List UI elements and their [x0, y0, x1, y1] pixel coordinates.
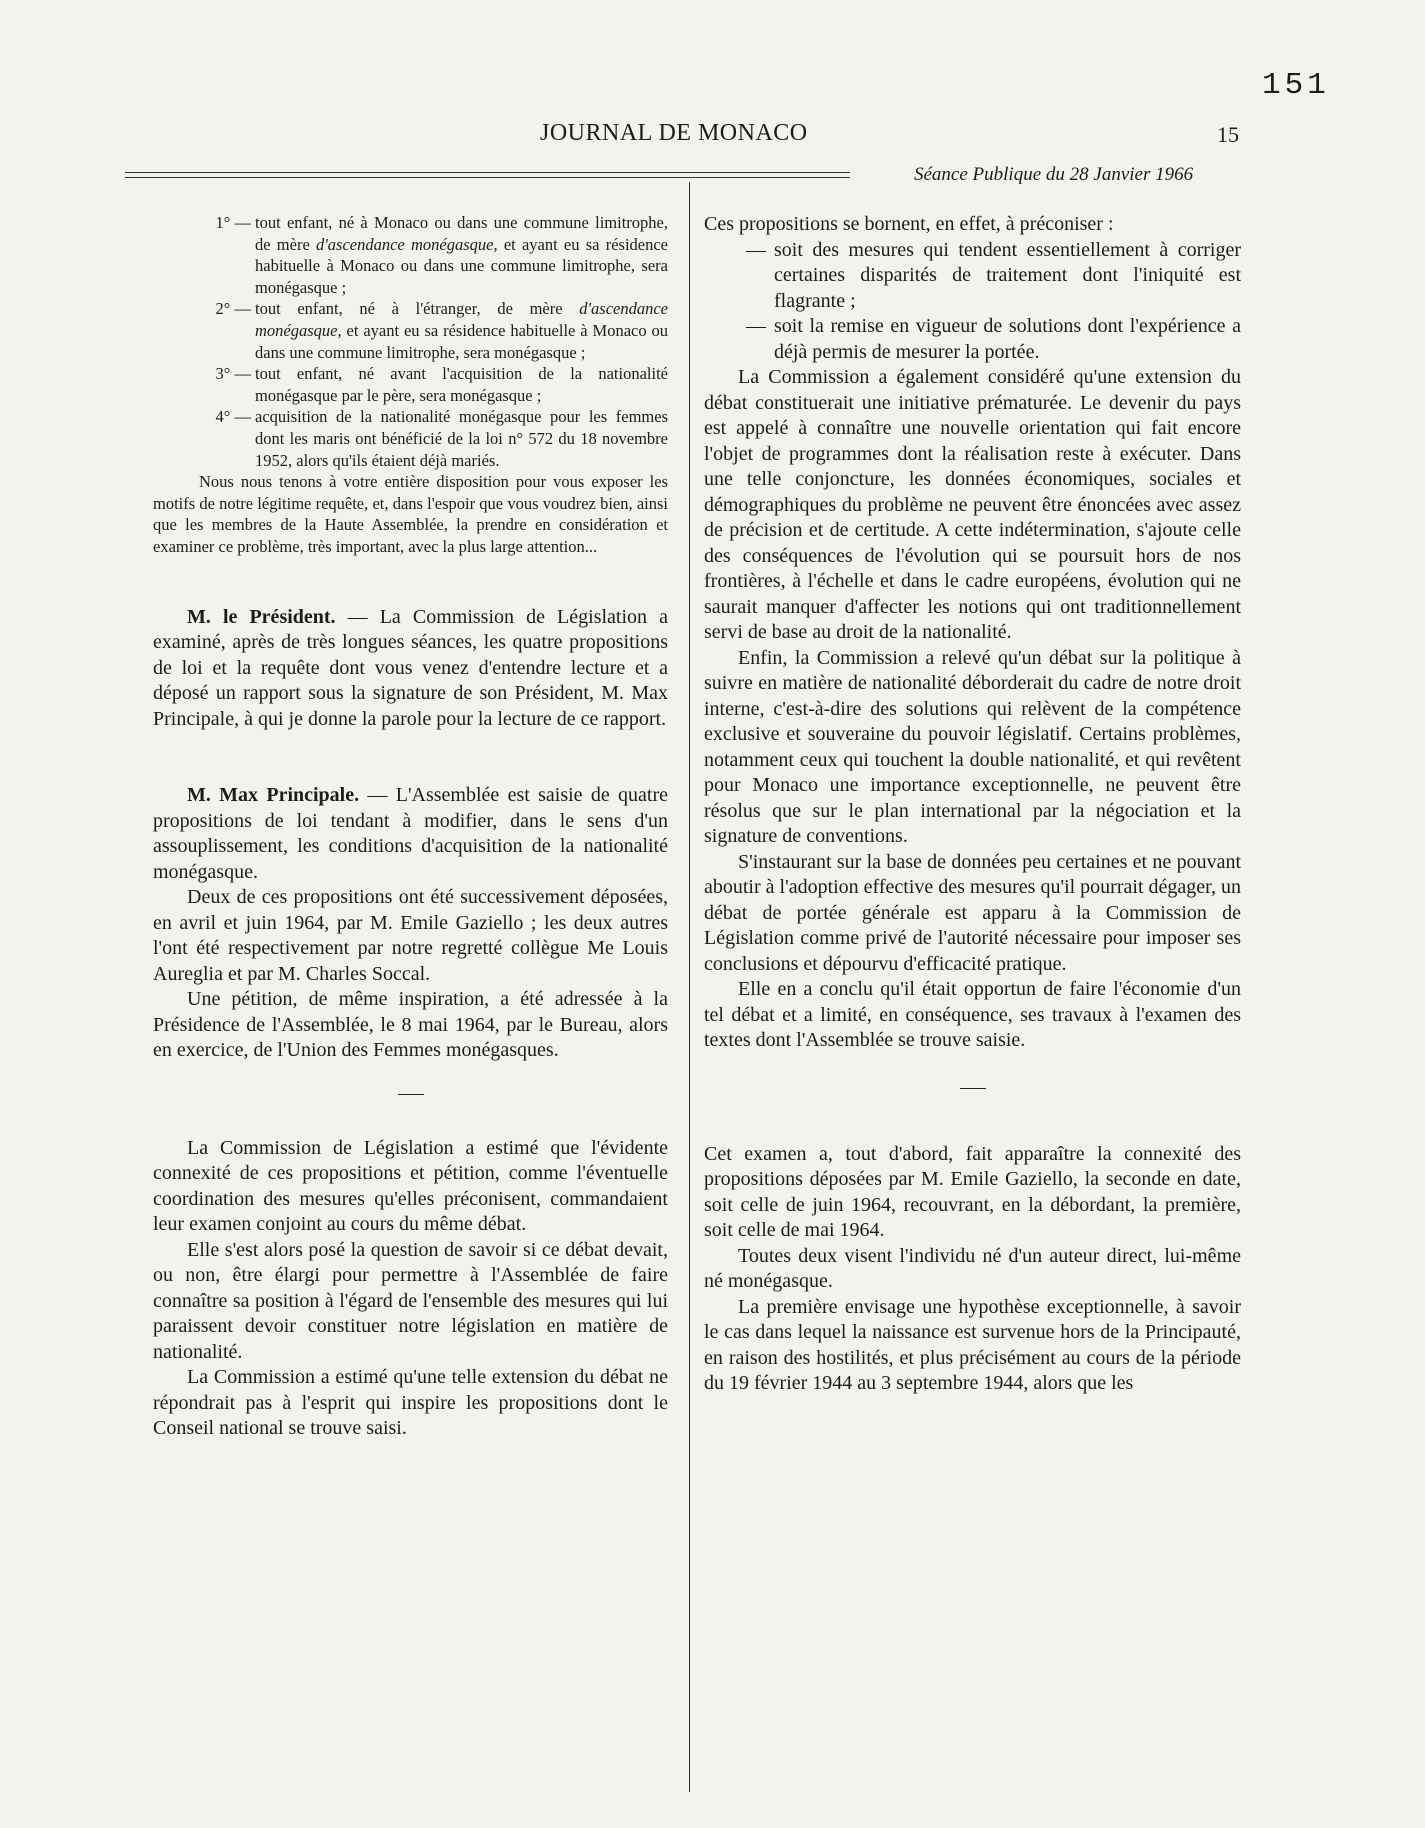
statement-text: — L'Assemblée est saisie de quatre propositions de loi tendant à modifier, dans le sens d'un assouplissement, les conditions d'acquisition de la nationalité monégasque.: [153, 784, 668, 883]
list-item-number: 4° —: [215, 407, 251, 427]
bullet-text: soit des mesures qui tendent essentiellement à corriger certaines disparités de traitement dont l'iniquité est flagrante ;: [774, 238, 1241, 312]
section-separator: [153, 1084, 668, 1104]
list-item: [153, 212, 668, 298]
paragraph: S'instaurant sur la base de données peu certaines et ne pouvant aboutir à l'adoption effective des mesures qu'il pourrait dégager, un débat de portée générale est apparu à la Commission de Législation comme privé de l'autorité nécessaire pour imposer ses conclusions et dépourvu d'efficacité pratique.: [704, 850, 1241, 975]
list-item: [153, 363, 668, 406]
section-separator: [704, 1078, 1241, 1098]
bullet-dash: —: [746, 238, 766, 261]
list-item-number: 3° —: [215, 364, 251, 384]
paragraph: La Commission de Législation a estimé que l'évidente connexité de ces propositions et pétition, comme l'éventuelle coordination des mesures qu'elles préconisent, commandaient leur examen conjoint au cours du même débat.: [153, 1136, 668, 1235]
speaker-name: M. Max Principale.: [187, 784, 360, 806]
list-item: [704, 238, 1241, 315]
bullet-dash: —: [746, 315, 766, 337]
list-item-number: 1° —: [215, 213, 251, 232]
paragraph: Elle en a conclu qu'il était opportun de faire l'économie d'un tel débat et a limité, en conséquence, ses travaux à l'examen des textes dont l'Assemblée se trouve saisie.: [704, 978, 1241, 1051]
paragraph: La Commission a également considéré qu'une extension du débat constituerait une initiative prématurée. Le devenir du pays est appelé à connaître une nouvelle orientation qui fait encore l'objet de programmes dont la réalisation reste à exécuter. Dans une telle conjoncture, les données économiques, sociales et démographiques du problème ne peuvent être énoncées avec assez de précision et de certitude. A cette indétermination, s'ajoute celle des conséquences de l'évolution qui se poursuit hors de nos frontières, à l'échelle et dans le cadre européens, évolution qui ne saurait manquer d'affecter les notions qui ont traditionnellement servi de base au droit de la nationalité.: [704, 366, 1241, 643]
paragraph: Toutes deux visent l'individu né d'un auteur direct, lui-même né monégasque.: [704, 1244, 1241, 1292]
list-item-text: acquisition de la nationalité monégasque pour les femmes dont les maris ont bénéficié de la loi n° 572 du 18 novembre 1952, alors qu'ils étaient déjà mariés.: [255, 407, 668, 470]
paragraph: Une pétition, de même inspiration, a été adressée à la Présidence de l'Assemblée, le 8 mai 1964, par le Bureau, alors en exercice, de l'Union des Femmes monégasques.: [153, 988, 668, 1061]
paragraph: Enfin, la Commission a relevé qu'un débat sur la politique à suivre en matière de nationalité déborderait du cadre de notre droit interne, c'est-à-dire des solutions qui relèvent de la compétence exclusive et souveraine du pouvoir législatif. Certains problèmes, notamment ceux qui touchent la double nationalité, et qui revêtent pour Monaco une importance exceptionnelle, ne peuvent être résolus que sur le plan international par la négociation et la signature de conventions.: [704, 646, 1241, 847]
left-column: [153, 212, 668, 1442]
column-divider: [689, 182, 690, 1792]
list-item-number: 2° —: [215, 299, 251, 319]
statement-text: — La Commission de Législation a examiné, après de très longues séances, les quatre propositions de loi et la requête dont vous venez d'entendre lecture et a déposé un rapport sous la signature de son Président, M. Max Principale, à qui je donne la parole pour la lecture de ce rapport.: [153, 605, 668, 730]
list-item: [153, 406, 668, 471]
page-number: 15: [1217, 122, 1239, 147]
paragraph: Deux de ces propositions ont été successivement déposées, en avril et juin 1964, par M. Emile Gaziello ; les deux autres l'ont été respectivement par notre regretté collègue Me Louis Aureglia et par M. Charles Soccal.: [153, 886, 668, 985]
session-line: Séance Publique du 28 Janvier 1966: [914, 164, 1194, 185]
bullet-text: soit la remise en vigueur de solutions dont l'expérience a déjà permis de mesurer la portée.: [774, 315, 1241, 363]
president-statement: [153, 605, 668, 733]
list-item-text: tout enfant, né avant l'acquisition de la nationalité monégasque par le père, sera monégasque ;: [255, 364, 668, 405]
journal-title: JOURNAL DE MONACO: [540, 120, 808, 146]
paragraph: La Commission a estimé qu'une telle extension du débat ne répondrait pas à l'esprit qui inspire les propositions dont le Conseil national se trouve saisi.: [153, 1366, 668, 1439]
list-item-text: tout enfant, né à Monaco ou dans une commune limitrophe, de mère d'ascendance monégasque, et ayant eu sa résidence habituelle à Monaco ou dans une commune limitrophe, sera monégasque ;: [255, 213, 668, 297]
paragraph: Ces propositions se bornent, en effet, à préconiser :: [704, 213, 1114, 235]
archive-stamp: 151: [1262, 68, 1330, 103]
petition-closing: Nous nous tenons à votre entière disposition pour vous exposer les motifs de notre légitime requête, et, dans l'espoir que vous voudrez bien, ainsi que les membres de la Haute Assemblée, la prendre en considération et examiner ce problème, très important, avec la plus large attention...: [153, 472, 668, 556]
right-column: [704, 212, 1241, 1397]
paragraph: Cet examen a, tout d'abord, fait apparaître la connexité des propositions déposées par M. Emile Gaziello, la seconde en date, soit celle de juin 1964, recouvrant, en la débordant, la première, soit celle de mai 1964.: [704, 1142, 1241, 1241]
paragraph: Elle s'est alors posé la question de savoir si ce débat devait, ou non, être élargi pour permettre à l'Assemblée de faire connaître sa position à l'égard de l'ensemble des mesures qui lui paraissent devoir constituer notre législation en matière de nationalité.: [153, 1238, 668, 1363]
report-section: [153, 783, 668, 1442]
list-item: [704, 314, 1241, 365]
petition-list: [153, 212, 668, 558]
header-rule: [125, 172, 850, 178]
list-item: [153, 298, 668, 363]
list-item-text: tout enfant, né à l'étranger, de mère d'ascendance monégasque, et ayant eu sa résidence habituelle à Monaco ou dans une commune limitrophe, sera monégasque ;: [255, 299, 668, 362]
speaker-name: M. le Président.: [187, 605, 336, 628]
paragraph: La première envisage une hypothèse exceptionnelle, à savoir le cas dans lequel la naissance est survenue hors de la Principauté, en raison des hostilités, et plus précisément au cours de la période du 19 février 1944 au 3 septembre 1944, alors que les: [704, 1295, 1241, 1394]
